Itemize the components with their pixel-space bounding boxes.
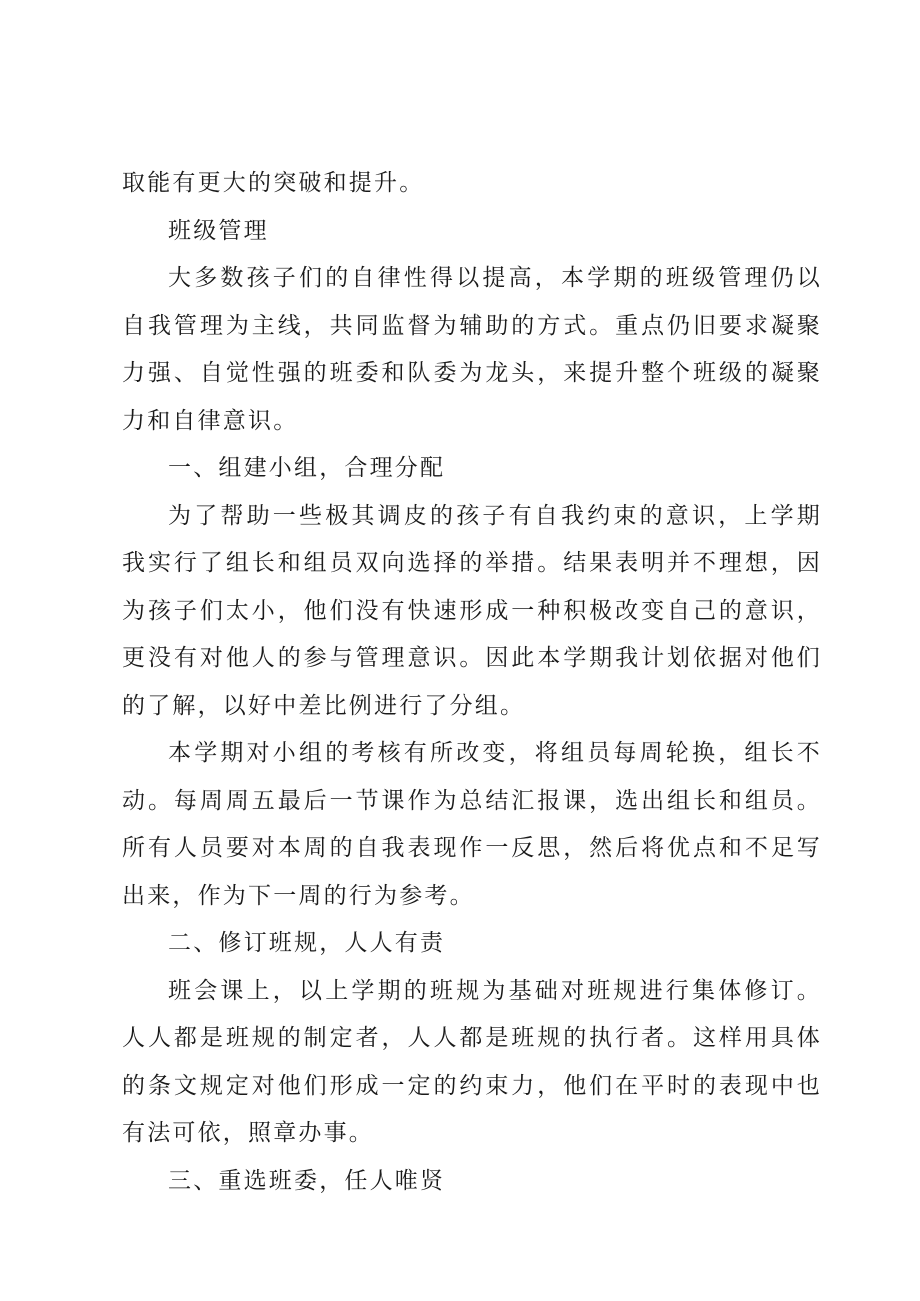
subheading-form-groups: 一、组建小组，合理分配 bbox=[168, 455, 446, 481]
document-body bbox=[122, 160, 822, 1205]
paragraph-form-groups: 为了帮助一些极其调皮的孩子有自我约束的意识，上学期我实行了组长和组员双向选择的举措。结果表明并不理想，因为孩子们太小，他们没有快速形成一种积极改变自己的意识，更没有对他人的参与管理意识。因此本学期我计划依据对他们的了解，以好中差比例进行了分组。 bbox=[122, 502, 822, 719]
section-heading-class-management: 班级管理 bbox=[168, 217, 269, 244]
paragraph-continuation: 取能有更大的突破和提升。 bbox=[122, 170, 425, 196]
paragraph-revise-rules: 班会课上，以上学期的班规为基础对班规进行集体修订。人人都是班规的制定者，人人都是班规的执行者。这样用具体的条文规定对他们形成一定的约束力，他们在平时的表现中也有法可依，照章办事。 bbox=[122, 977, 822, 1146]
paragraph-group-assessment: 本学期对小组的考核有所改变，将组员每周轮换，组长不动。每周周五最后一节课作为总结汇报课，选出组长和组员。所有人员要对本周的自我表现作一反思，然后将优点和不足写出来，作为下一周的行为参考。 bbox=[122, 740, 822, 909]
subheading-revise-rules: 二、修订班规，人人有责 bbox=[168, 930, 446, 956]
paragraph-class-management-intro: 大多数孩子们的自律性得以提高，本学期的班级管理仍以自我管理为主线，共同监督为辅助的方式。重点仍旧要求凝聚力强、自觉性强的班委和队委为龙头，来提升整个班级的凝聚力和自律意识。 bbox=[122, 265, 822, 434]
subheading-reelect-committee: 三、重选班委，任人唯贤 bbox=[168, 1167, 446, 1194]
